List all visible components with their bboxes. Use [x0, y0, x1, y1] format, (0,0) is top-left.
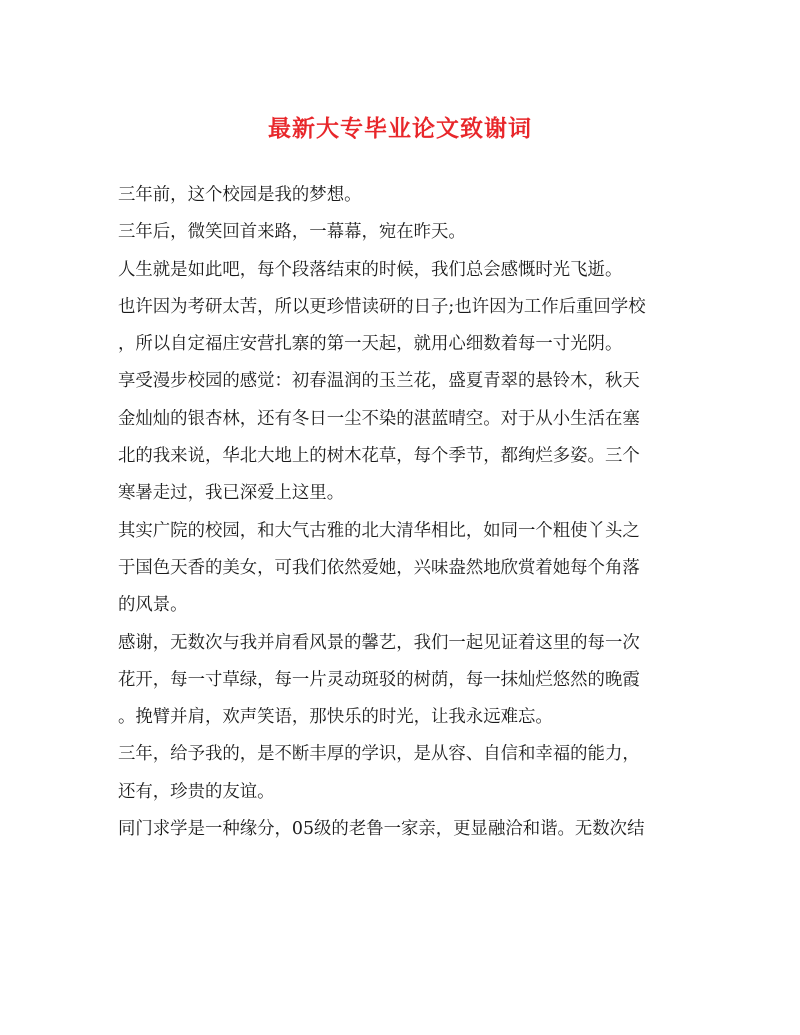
text-line: 三年后，微笑回首来路，一幕幕，宛在昨天。: [118, 222, 466, 243]
text-line: 北的我来说，华北大地上的树木花草，每个季节，都绚烂多姿。三个: [118, 446, 640, 467]
text-line: 花开，每一寸草绿，每一片灵动斑驳的树荫，每一抹灿烂悠然的晚霞: [118, 669, 640, 690]
text-line: 寒暑走过，我已深爱上这里。: [118, 483, 345, 504]
text-line: 也许因为考研太苦，所以更珍惜读研的日子;也许因为工作后重回学校: [118, 296, 646, 317]
text-line: 同门求学是一种缘分，05级的老鲁一家亲，更显融洽和谐。无数次结: [118, 819, 645, 840]
text-line: 人生就是如此吧，每个段落结束的时候，我们总会感慨时光飞逝。: [118, 259, 623, 280]
document-body: [118, 177, 688, 848]
text-line: 。挽臂并肩，欢声笑语，那快乐的时光，让我永远难忘。: [118, 707, 553, 728]
text-line: 三年，给予我的，是不断丰厚的学识，是从容、自信和幸福的能力，: [118, 744, 640, 765]
text-line: 的风景。: [118, 595, 188, 616]
text-line: 金灿灿的银杏林，还有冬日一尘不染的湛蓝晴空。对于从小生活在塞: [118, 408, 640, 429]
text-line: 其实广院的校园，和大气古雅的北大清华相比，如同一个粗使丫头之: [118, 520, 640, 541]
text-line: 三年前，这个校园是我的梦想。: [118, 185, 362, 205]
text-line: 还有，珍贵的友谊。: [118, 781, 275, 802]
document-title: 最新大专毕业论文致谢词: [268, 115, 532, 142]
text-line: 享受漫步校园的感觉：初春温润的玉兰花，盛夏青翠的悬铃木，秋天: [118, 371, 640, 392]
text-line: ，所以自定福庄安营扎寨的第一天起，就用心细数着每一寸光阴。: [118, 334, 623, 355]
text-line: 感谢，无数次与我并肩看风景的馨艺，我们一起见证着这里的每一次: [118, 632, 640, 653]
text-line: 于国色天香的美女，可我们依然爱她，兴味盎然地欣赏着她每个角落: [118, 557, 640, 578]
